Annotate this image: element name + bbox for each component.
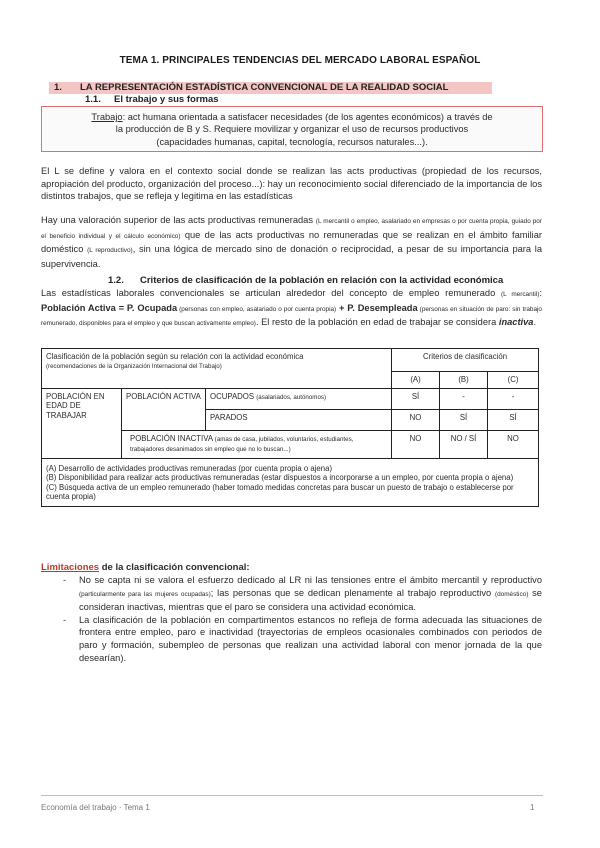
paragraph-1: El L se define y valora en el contexto social donde se realizan las acts productivas (propiedad de los recursos, apropiación del producto, organización del proceso...): hay un reconocimiento social diferenciado de la importancia de los distintos trabajos, que se refleja y legitima en las estadísticas — [41, 166, 542, 202]
table-cell-parados: PARADOS — [206, 409, 392, 430]
paragraph-2-b-note: (L reproductivo) — [87, 247, 133, 255]
paragraph-2-a-note: (L mercantil o empleo, asalariado en empresas o por cuenta propia, guiado por el beneficio individual y el cálculo económico) — [41, 218, 542, 240]
table-header-subtitle: (recomendaciones de la Organización Internacional del Trabajo) — [46, 362, 222, 370]
table-col-b: (B) — [440, 372, 488, 389]
list-item — [41, 614, 542, 664]
bullet-1-c: se consideran inactivas, mientras que el paro se considera una actividad económica. — [79, 587, 542, 613]
table-col-a: (A) — [392, 372, 440, 389]
table-cell-ocupados-b: - — [440, 388, 488, 409]
table-header-row — [42, 349, 539, 372]
list-item — [41, 574, 542, 614]
paragraph-3-a: Las estadísticas laborales convencionales se articulan alrededor del concepto de empleo remunerado — [41, 288, 501, 298]
table-cell-inactiva-c: NO — [488, 430, 539, 458]
section-1-2-title: Criterios de clasificación de la población en relación con la actividad económica — [140, 275, 504, 286]
bullet-1-note: (particularmente para las mujeres ocupadas) — [79, 590, 211, 598]
section-1-2-number: 1.2. — [108, 275, 124, 286]
paragraph-3 — [41, 287, 542, 331]
definition-line-2: la producción de B y S. Requiere movilizar y organizar el uso de recursos productivos — [115, 124, 469, 135]
paragraph-2-c: , sin una lógica de mercado sino de donación o reciprocidad, a pesar de su importancia para la supervivencia. — [41, 244, 542, 269]
table-cell-parados-c: SÍ — [488, 409, 539, 430]
document-title: TEMA 1. PRINCIPALES TENDENCIAS DEL MERCADO LABORAL ESPAÑOL — [119, 55, 481, 66]
paragraph-3-c: . El resto de la población en edad de trabajar se considera — [255, 317, 499, 328]
bullet-1-b: ; las personas que se dedican plenamente al trabajo reproductivo — [210, 587, 495, 598]
bullet-1-a: No se capta ni se valora el esfuerzo dedicado al LR ni las tensiones entre el ámbito mercantil y reproductivo — [79, 575, 542, 585]
table-row-ocupados — [42, 388, 539, 409]
table-header-title: Clasificación de la población según su relación con la actividad económica — [46, 352, 304, 361]
paragraph-3-b: : — [539, 288, 542, 298]
limitations-title-red: Limitaciones — [41, 562, 100, 573]
paragraph-3-a-note: (L mercantil) — [500, 291, 540, 298]
ocupados-label: OCUPADOS — [210, 391, 255, 401]
footer-divider — [41, 795, 543, 796]
footer-text: Economía del trabajo · Tema 1 — [41, 803, 150, 812]
ocupados-note: (asalariados, autónomos) — [256, 393, 327, 401]
limitations-list — [41, 574, 542, 664]
table-note-a: (A) Desarrollo de actividades productivas remuneradas (por cuenta propia o ajena) — [46, 463, 333, 473]
classification-table — [41, 348, 539, 507]
ocupada-note: (personas con empleo, asalariado o por cuenta propia) — [177, 305, 337, 313]
bullet-1-note-2: (doméstico) — [494, 590, 529, 598]
table-notes — [42, 458, 539, 506]
table-cell-parados-b: SÍ — [440, 409, 488, 430]
table-note-c: (C) Búsqueda activa de un empleo remunerado (haber tomado medidas concretas para buscar un puesto de trabajo o establecerse por cuenta propia) — [46, 482, 514, 501]
table-col-c: (C) — [488, 372, 539, 389]
limitations-title-rest: de la clasificación convencional: — [99, 562, 250, 573]
table-cell-inactiva-a: NO — [392, 430, 440, 458]
table-cell-inactiva-b: NO / SÍ — [440, 430, 488, 458]
table-cell-inactiva — [122, 430, 392, 458]
paragraph-2 — [41, 214, 542, 270]
desempleada-term: P. Desempleada — [347, 302, 418, 313]
inactiva-term: inactiva — [498, 317, 534, 328]
bullet-2-text: La clasificación de la población en compartimentos estancos no refleja de forma adecuada las situaciones de frontera entre empleo, paro e inactividad (trayectorias de empleos ocasionales combinados con periodos de paro y formación, subempleo de personas que realizan una actividad laboral con menor jornada de la que desearían). — [79, 614, 542, 663]
inactiva-note: (amas de casa, jubilados, voluntarios, estudiantes, trabajadores desanimados sin empleo que no lo buscan...) — [130, 435, 354, 453]
definition-box — [41, 106, 543, 152]
paragraph-2-b: que de las acts productivas no remuneradas que se realizan en el ámbito familiar doméstico — [41, 229, 542, 255]
definition-line-1 — [42, 111, 542, 123]
table-cell-parados-a: NO — [392, 409, 440, 430]
table-header-criteria: Criterios de clasificación — [392, 349, 539, 372]
desempleada-note: (personas en situación de paro: sin trabajo remunerado, disponibles para el empleo y que buscan activamente empleo) — [41, 305, 542, 328]
paragraph-3-end: . — [533, 317, 537, 328]
paragraph-2-a: Hay una valoración superior de las acts productivas remuneradas — [41, 215, 316, 225]
definition-term: Trabajo — [91, 112, 123, 122]
table-header-main — [42, 349, 392, 389]
table-cell-ocupados — [206, 388, 392, 409]
section-1-1-heading — [85, 94, 219, 106]
section-1-1-number: 1.1. — [85, 94, 101, 105]
limitations-heading — [41, 562, 250, 573]
table-cell-poblacion-activa: POBLACIÓN ACTIVA — [122, 388, 206, 430]
section-1-title: LA REPRESENTACIÓN ESTADÍSTICA CONVENCIONAL DE LA REALIDAD SOCIAL — [80, 82, 449, 93]
bullet-dash: - — [63, 614, 67, 625]
table-note-b: (B) Disponibilidad para realizar acts productivas remuneradas (estar dispuestos a incorporarse a un empleo, por cuenta propia o ajena) — [46, 473, 514, 482]
page-number: 1 — [530, 803, 535, 812]
section-1-heading — [49, 82, 492, 94]
table-cell-ocupados-c: - — [488, 388, 539, 409]
bullet-dash: - — [63, 575, 67, 585]
plus-sign: + — [336, 302, 348, 313]
definition-text-1: : act humana orientada a satisfacer necesidades (de los agentes económicos) a través de — [122, 112, 493, 122]
definition-line-3: (capacidades humanas, capital, tecnología, recursos naturales...). — [156, 136, 428, 147]
inactiva-label: POBLACIÓN INACTIVA — [130, 433, 213, 443]
section-1-1-title: El trabajo y sus formas — [114, 94, 219, 105]
table-notes-row — [42, 458, 539, 506]
section-1-number: 1. — [54, 82, 62, 93]
poblacion-activa-formula: Población Activa = P. Ocupada — [41, 302, 178, 313]
table-cell-ocupados-a: SÍ — [392, 388, 440, 409]
section-1-2-heading — [108, 275, 503, 286]
table-cell-edad-trabajar: POBLACIÓN EN EDAD DE TRABAJAR — [42, 388, 122, 458]
